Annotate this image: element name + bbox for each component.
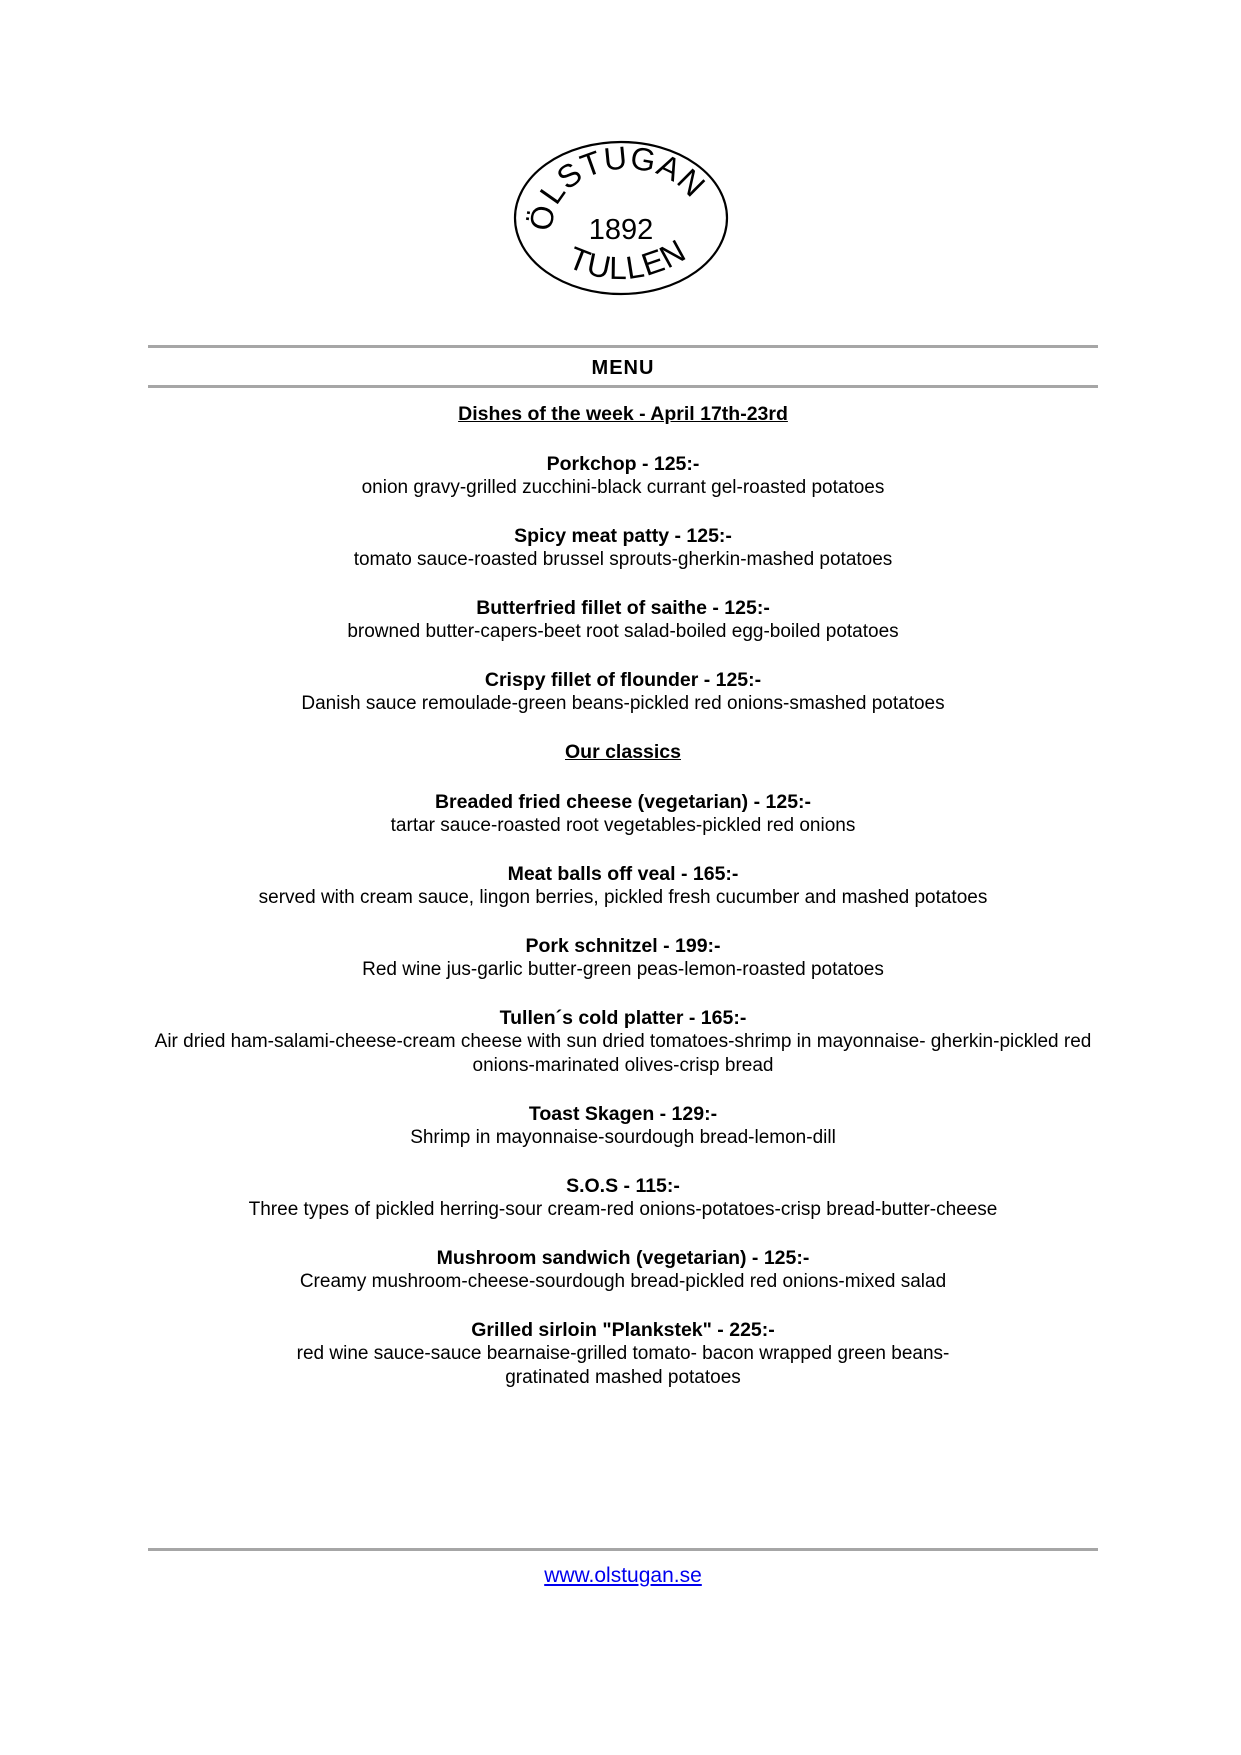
dish-fried-cheese: [148, 790, 1098, 838]
dish-fillet-of-flounder: [148, 668, 1098, 716]
dish-cold-platter: [148, 1006, 1098, 1078]
classics-heading: Our classics: [565, 741, 681, 763]
menu-title: MENU: [591, 357, 655, 379]
dish-meat-balls: [148, 862, 1098, 910]
dish-fillet-of-saithe: [148, 596, 1098, 644]
dish-spicy-meat-patty: [148, 524, 1098, 572]
dish-description: Red wine jus-garlic butter-green peas-lemon-roasted potatoes: [362, 959, 884, 980]
dish-description: Air dried ham-salami-cheese-cream cheese with sun dried tomatoes-shrimp in mayonnaise- gherkin-pickled red onions-marinated olives-crisp bread: [154, 1031, 1092, 1076]
dish-name: Meat balls off veal - 165:-: [507, 863, 739, 885]
dish-mushroom-sandwich: [148, 1246, 1098, 1294]
dish-description: onion gravy-grilled zucchini-black currant gel-roasted potatoes: [361, 477, 885, 498]
weekly-heading: Dishes of the week - April 17th-23rd: [458, 403, 788, 425]
dish-description: Danish sauce remoulade-green beans-pickled red onions-smashed potatoes: [301, 693, 945, 714]
dish-description: tartar sauce-roasted root vegetables-pickled red onions: [390, 815, 856, 836]
dish-pork-schnitzel: [148, 934, 1098, 982]
dish-name: Tullen´s cold platter - 165:-: [499, 1007, 747, 1029]
dish-name: Breaded fried cheese (vegetarian) - 125:-: [434, 791, 812, 813]
dish-description: Three types of pickled herring-sour cream-red onions-potatoes-crisp bread-butter-cheese: [248, 1199, 998, 1220]
dish-name: Toast Skagen - 129:-: [528, 1103, 718, 1125]
dish-name: Crispy fillet of flounder - 125:-: [484, 669, 762, 691]
dish-porkchop: [148, 452, 1098, 500]
top-divider: [148, 345, 1098, 348]
dish-name: Butterfried fillet of saithe - 125:-: [476, 597, 770, 619]
dish-description: red wine sauce-sauce bearnaise-grilled tomato- bacon wrapped green beans-gratinated mashed potatoes: [296, 1343, 950, 1388]
menu-divider: [148, 385, 1098, 388]
dish-description: Creamy mushroom-cheese-sourdough bread-pickled red onions-mixed salad: [299, 1271, 947, 1292]
dish-toast-skagen: [148, 1102, 1098, 1150]
dish-name: S.O.S - 115:-: [566, 1175, 680, 1197]
logo-name-top: ÖLSTUGAN: [522, 140, 713, 234]
dish-description: served with cream sauce, lingon berries, pickled fresh cucumber and mashed potatoes: [258, 887, 988, 908]
dish-name: Porkchop - 125:-: [546, 453, 700, 475]
dish-name: Pork schnitzel - 199:-: [525, 935, 721, 957]
dish-name: Spicy meat patty - 125:-: [514, 525, 732, 547]
menu-content: [148, 402, 1098, 1414]
dish-description: Shrimp in mayonnaise-sourdough bread-lemon-dill: [410, 1127, 836, 1148]
restaurant-logo: [513, 140, 729, 296]
dish-name: Grilled sirloin "Plankstek" - 225:-: [471, 1319, 775, 1341]
bottom-divider: [148, 1548, 1098, 1551]
dish-name: Mushroom sandwich (vegetarian) - 125:-: [436, 1247, 810, 1269]
dish-grilled-sirloin: [148, 1318, 1098, 1390]
dish-sos: [148, 1174, 1098, 1222]
website-link[interactable]: www.olstugan.se: [544, 1564, 702, 1587]
dish-description: tomato sauce-roasted brussel sprouts-gherkin-mashed potatoes: [353, 549, 893, 570]
logo-year: 1892: [588, 214, 654, 246]
logo-name-bottom: TULLEN: [563, 232, 693, 287]
dish-description: browned butter-capers-beet root salad-boiled egg-boiled potatoes: [347, 621, 899, 642]
